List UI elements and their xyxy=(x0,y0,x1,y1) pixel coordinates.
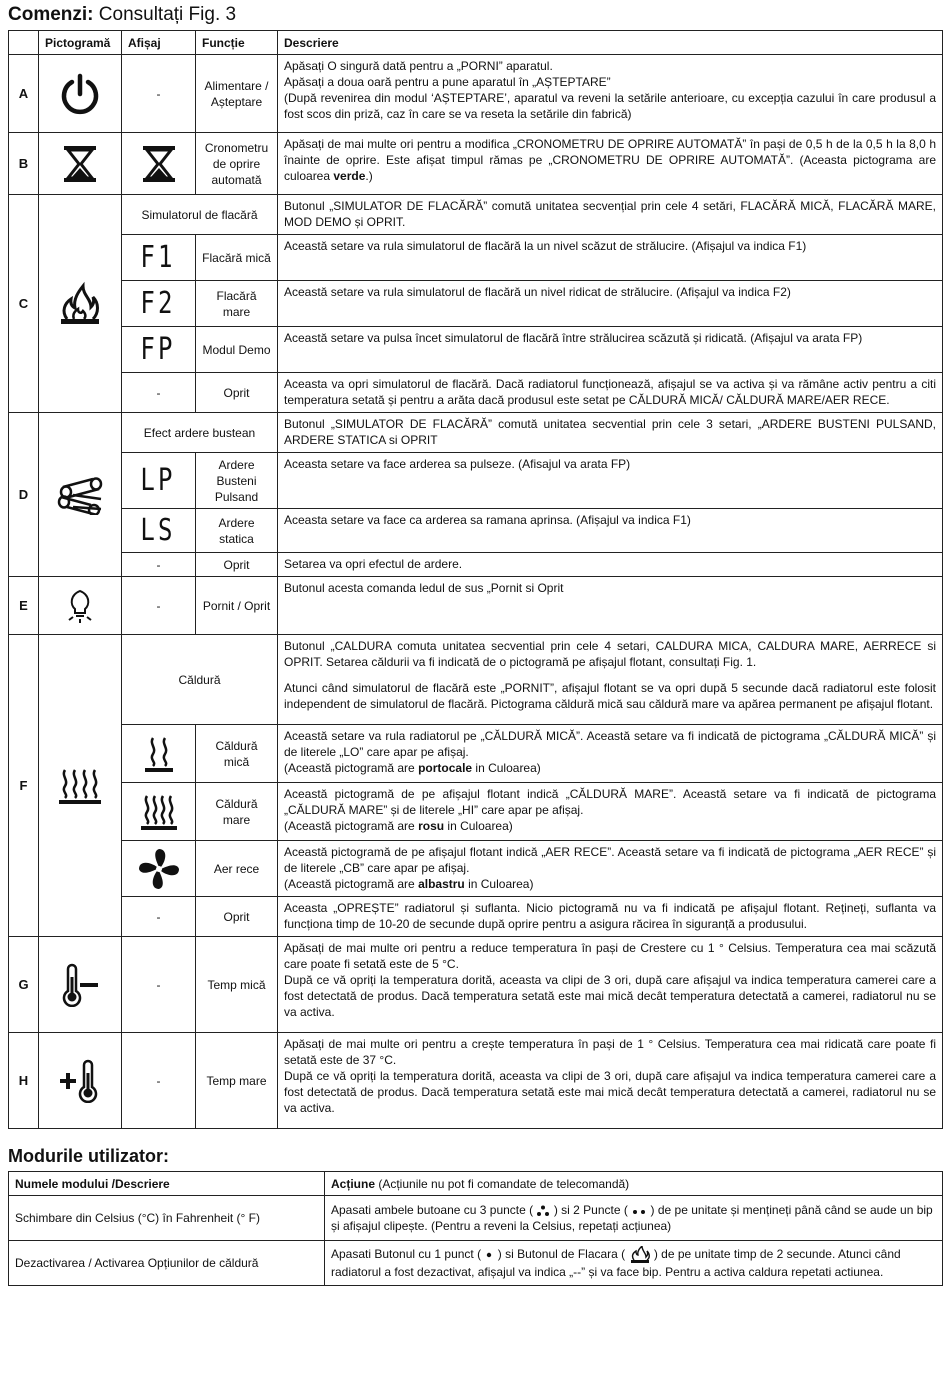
description: Această setare va rula simulatorul de flacără la un nivel scăzut de strălucire. (Afișajul va indica F1) xyxy=(278,235,943,281)
row-letter: F xyxy=(9,635,39,937)
function-label: Modul Demo xyxy=(196,327,278,373)
description: Aceasta setare va face ca arderea sa ramana aprinsa. (Afișajul va indica F1) xyxy=(278,509,943,553)
description: Setarea va opri efectul de ardere. xyxy=(278,553,943,577)
table-row xyxy=(9,195,943,235)
display-value: - xyxy=(122,553,196,577)
header-display: Afișaj xyxy=(122,31,196,55)
header-description: Descriere xyxy=(278,31,943,55)
table-row xyxy=(9,783,943,841)
mode-name: Dezactivarea / Activarea Opțiunilor de căldură xyxy=(9,1241,325,1286)
table-row xyxy=(9,55,943,133)
function-label: Oprit xyxy=(196,553,278,577)
table-row xyxy=(9,553,943,577)
table-row xyxy=(9,1033,943,1129)
description: Apăsați de mai multe ori pentru a reduce temperatura în pași de Crestere cu 1 ° Celsius. Temperatura cea mai scăzută care poate fi setată este de 5 °C. După ce vă opriți la temperatura dorită, aceasta va clipi de 3 ori, după care afișajul va indica temperatura camerei care a fost detectată de produs. Dacă temperatura setată este mai mică decât temperatura detectată a camerei, radiatorul nu se va activa. xyxy=(278,937,943,1033)
table-row xyxy=(9,577,943,635)
description: Această pictogramă de pe afișajul flotant indică „CĂLDURĂ MARE”. Această setare va fi indicată de pictograma „CĂLDURĂ MARE” și de literele „HI” care apar pe afișaj. (Această pictogramă are rosu in Culoarea) xyxy=(278,783,943,841)
function-label: Căldură mare xyxy=(196,783,278,841)
table-row xyxy=(9,937,943,1033)
display-value: - xyxy=(122,577,196,635)
logs-icon xyxy=(39,413,122,577)
segment-display: F1 xyxy=(122,235,196,281)
table-row xyxy=(9,281,943,327)
two-dots-icon xyxy=(631,1206,647,1216)
description: Apăsați de mai multe ori pentru a crește temperatura în pași de 1 ° Celsius. Temperatura cea mai ridicată care poate fi setată este de 37 °C. După ce vă opriți la temperatura dorită, aceasta va clipi de 3 ori, după care afișajul va indica temperatura camerei care a fost detectată de produs. Dacă temperatura setată este mai mică decât temperatura detectată a camerei, radiatorul nu se va activa. xyxy=(278,1033,943,1129)
description: Această setare va pulsa încet simulatorul de flacără între strălucirea scăzută și ridicată. (Afișajul va arata FP) xyxy=(278,327,943,373)
mode-action: Apasati Butonul cu 1 punct ( ) si Butonul de Flacara ( ) de pe unitate timp de 2 secunde. Atunci când radiatorul a fost dezactivat, afișajul va indica „--” și va face bip. Pentru a activa caldura repetati actiunea. xyxy=(325,1241,943,1286)
description: Aceasta setare va face arderea sa pulseze. (Afisajul va arata FP) xyxy=(278,453,943,509)
description: Această pictogramă de pe afișajul flotant indică „AER RECE”. Această setare va fi indicată de pictograma „AER RECE” și de literele „CB” care apar pe afișaj. (Această pictogramă are albastru in Culoarea) xyxy=(278,841,943,897)
function-label: Ardere statica xyxy=(196,509,278,553)
section-label: Efect ardere bustean xyxy=(122,413,278,453)
description: Butonul „SIMULATOR DE FLACĂRĂ” comută unitatea secvential prin cele 3 setari, „ARDERE BUSTENI PULSAND, ARDERE STATICA si OPRIT xyxy=(278,413,943,453)
description: Această setare va rula radiatorul pe „CĂLDURĂ MICĂ”. Această setare va fi indicată de pictograma „CĂLDURĂ MICĂ” și de literele „LO” care apar pe afișaj. (Această pictogramă are portocale in Culoarea) xyxy=(278,725,943,783)
description: Apăsați O singură dată pentru a „PORNI” aparatul. Apăsați a doua oară pentru a pune aparatul în „AȘTEPTARE” (După revenirea din modul ‘AȘTEPTARE’, aparatul va reveni la setările anterioare, cu excepția cazului în care produsul a fost scos din priză, caz în care se va reseta la setările din fabrică) xyxy=(278,55,943,133)
header-mode-name: Numele modului /Descriere xyxy=(9,1172,325,1196)
description: Apăsați de mai multe ori pentru a modifica „CRONOMETRU DE OPRIRE AUTOMATĂ” în pași de 0,5 h de la 0,5 h la 8,0 h înainte de oprire. Este afișat timpul rămas pe „CRONOMETRU DE OPRIRE AUTOMATĂ”. (Aceasta pictograma are culoarea verde.) xyxy=(278,133,943,195)
function-label: Căldură mică xyxy=(196,725,278,783)
power-icon xyxy=(39,55,122,133)
table-row xyxy=(9,725,943,783)
table-row xyxy=(9,897,943,937)
flame-icon xyxy=(39,195,122,413)
header-function: Funcție xyxy=(196,31,278,55)
row-letter: G xyxy=(9,937,39,1033)
header-pictogram: Pictogramă xyxy=(39,31,122,55)
function-label: Oprit xyxy=(196,373,278,413)
high-heat-icon xyxy=(122,783,196,841)
thermometer-minus-icon xyxy=(39,937,122,1033)
controls-table xyxy=(8,30,943,1129)
row-letter: E xyxy=(9,577,39,635)
table-row xyxy=(9,453,943,509)
hourglass-icon xyxy=(122,133,196,195)
row-letter: B xyxy=(9,133,39,195)
one-dot-icon xyxy=(484,1250,494,1260)
function-label: Ardere Busteni Pulsand xyxy=(196,453,278,509)
description: Butonul „CALDURA comuta unitatea secvential prin cele 4 setari, CALDURA MICA, CALDURA MARE, AERRECE si OPRIT. Setarea căldurii va fi indicată de o pictogramă pe afișajul flotant, consultați Fig. 1. Atunci când simulatorul de flacără este „PORNIT”, afișajul flotant se va opri după 5 secunde dacă radiatorul este folosit independent de simulatorul de flacără. Pictograma căldură mică sau căldură mare va apărea permanent pe afișajul flotant. xyxy=(278,635,943,725)
table-row xyxy=(9,133,943,195)
table-row xyxy=(9,1196,943,1241)
function-label: Temp mică xyxy=(196,937,278,1033)
table-header xyxy=(9,1172,943,1196)
section-label: Căldură xyxy=(122,635,278,725)
row-letter: H xyxy=(9,1033,39,1129)
description: Butonul „SIMULATOR DE FLACĂRĂ” comută unitatea secvențial prin cele 4 setări, FLACĂRĂ MICĂ, FLACĂRĂ MARE, MOD DEMO și OPRIT. xyxy=(278,195,943,235)
hourglass-icon xyxy=(39,133,122,195)
table-row xyxy=(9,841,943,897)
segment-display: FP xyxy=(122,327,196,373)
description: Butonul acesta comanda ledul de sus „Pornit si Oprit xyxy=(278,577,943,635)
row-letter: D xyxy=(9,413,39,577)
section-label: Simulatorul de flacără xyxy=(122,195,278,235)
row-letter: A xyxy=(9,55,39,133)
table-row xyxy=(9,413,943,453)
flame-button-icon xyxy=(629,1246,651,1264)
segment-display: LS xyxy=(122,509,196,553)
mode-action: Apasati ambele butoane cu 3 puncte ( ) si 2 Puncte ( ) de pe unitate și mențineți până când se aude un bip și afișajul clipește. (Pentru a reveni la Celsius, repetați acțiunea) xyxy=(325,1196,943,1241)
table-row xyxy=(9,1241,943,1286)
fan-icon xyxy=(122,841,196,897)
function-label: Oprit xyxy=(196,897,278,937)
mode-name: Schimbare din Celsius (°C) în Fahrenheit (° F) xyxy=(9,1196,325,1241)
description: Aceasta va opri simulatorul de flacără. Dacă radiatorul funcționează, afișajul se va activa și va rămâne activ pentru a citi temperatura setată și pentru a arăta dacă produsul este setat pe CĂLDURĂ MICĂ/ CĂLDURĂ MARE/AER RECE. xyxy=(278,373,943,413)
function-label: Alimentare / Așteptare xyxy=(196,55,278,133)
header-action: Acțiune (Acțiunile nu pot fi comandate de telecomandă) xyxy=(325,1172,943,1196)
user-modes-title: Modurile utilizator: xyxy=(8,1146,169,1166)
display-value: - xyxy=(122,1033,196,1129)
table-row xyxy=(9,635,943,725)
table-row xyxy=(9,327,943,373)
display-value: - xyxy=(122,937,196,1033)
display-value: - xyxy=(122,897,196,937)
light-bulb-icon xyxy=(39,577,122,635)
thermometer-plus-icon xyxy=(39,1033,122,1129)
user-modes-table xyxy=(8,1171,943,1286)
display-value: - xyxy=(122,55,196,133)
low-heat-icon xyxy=(122,725,196,783)
table-header xyxy=(9,31,943,55)
table-row xyxy=(9,509,943,553)
segment-display: LP xyxy=(122,453,196,509)
table-row xyxy=(9,373,943,413)
page-title: Comenzi: Consultați Fig. 3 xyxy=(8,4,237,25)
row-letter: C xyxy=(9,195,39,413)
segment-display: F2 xyxy=(122,281,196,327)
description: Această setare va rula simulatorul de flacără un nivel ridicat de strălucire. (Afișajul va indica F2) xyxy=(278,281,943,327)
table-row xyxy=(9,235,943,281)
display-value: - xyxy=(122,373,196,413)
function-label: Flacără mică xyxy=(196,235,278,281)
three-dots-icon xyxy=(536,1205,550,1217)
description: Aceasta „OPREȘTE” radiatorul și suflanta. Nicio pictogramă nu va fi indicată pe afișajul flotant. Rețineți, suflanta va funcționa timp de 10-20 de secunde după oprire pentru a asigura răcirea în siguranță a produsului. xyxy=(278,897,943,937)
function-label: Cronometru de oprire automată xyxy=(196,133,278,195)
heat-waves-icon xyxy=(39,635,122,937)
function-label: Flacără mare xyxy=(196,281,278,327)
function-label: Aer rece xyxy=(196,841,278,897)
function-label: Pornit / Oprit xyxy=(196,577,278,635)
function-label: Temp mare xyxy=(196,1033,278,1129)
